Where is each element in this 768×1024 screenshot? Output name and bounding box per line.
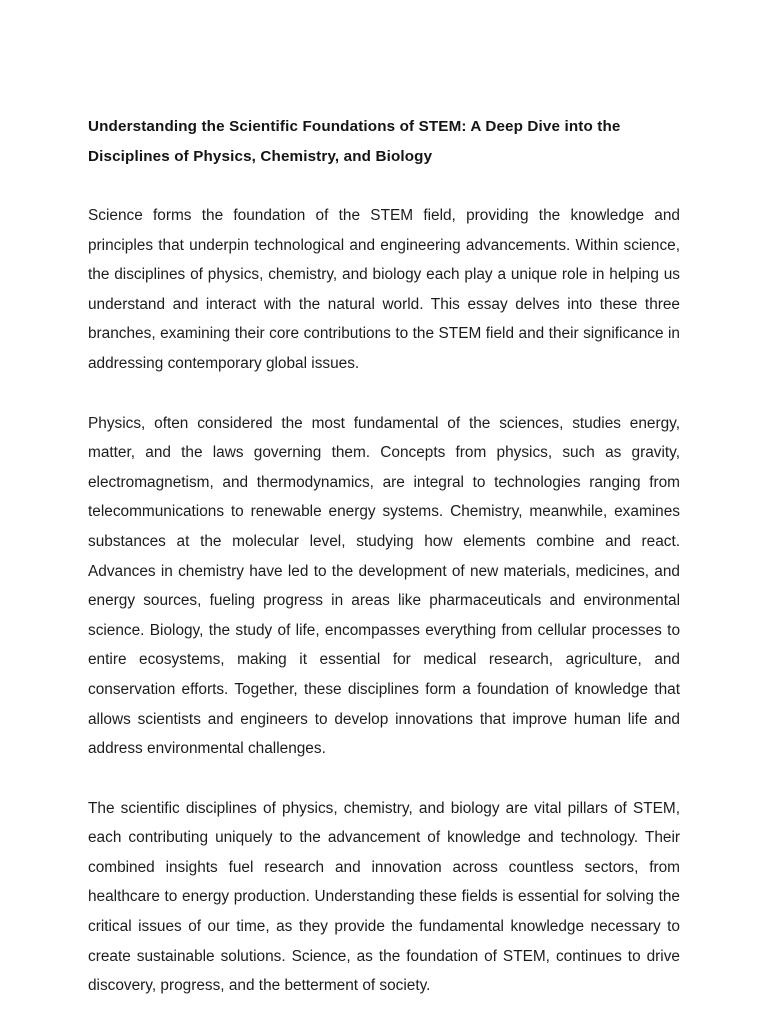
paragraph-1: Science forms the foundation of the STEM field, providing the knowledge and principles that underpin technological and engineering advancements. Within science, the disciplines of physics, chemistry, and biology each play a unique role in helping us understand and interact with the natural world. This essay delves into these three branches, examining their core contributions to the STEM field and their significance in addressing contemporary global issues. bbox=[88, 207, 680, 372]
document-body bbox=[88, 112, 680, 1001]
paragraph-2: Physics, often considered the most fundamental of the sciences, studies energy, matter, and the laws governing them. Concepts from physics, such as gravity, electromagnetism, and thermodynamics, are integral to technologies ranging from telecommunications to renewable energy systems. Chemistry, meanwhile, examines substances at the molecular level, studying how elements combine and react. Advances in chemistry have led to the development of new materials, medicines, and energy sources, fueling progress in areas like pharmaceuticals and environmental science. Biology, the study of life, encompasses everything from cellular processes to entire ecosystems, making it essential for medical research, agriculture, and conservation efforts. Together, these disciplines form a foundation of knowledge that allows scientists and engineers to develop innovations that improve human life and address environmental challenges. bbox=[88, 414, 680, 758]
document-title: Understanding the Scientific Foundations of STEM: A Deep Dive into the Disciplines of Physics, Chemistry, and Biology bbox=[88, 118, 621, 165]
paragraph-3: The scientific disciplines of physics, chemistry, and biology are vital pillars of STEM, each contributing uniquely to the advancement of knowledge and technology. Their combined insights fuel research and innovation across countless sectors, from healthcare to energy production. Understanding these fields is essential for solving the critical issues of our time, as they provide the fundamental knowledge necessary to create sustainable solutions. Science, as the foundation of STEM, continues to drive discovery, progress, and the betterment of society. bbox=[88, 799, 680, 995]
